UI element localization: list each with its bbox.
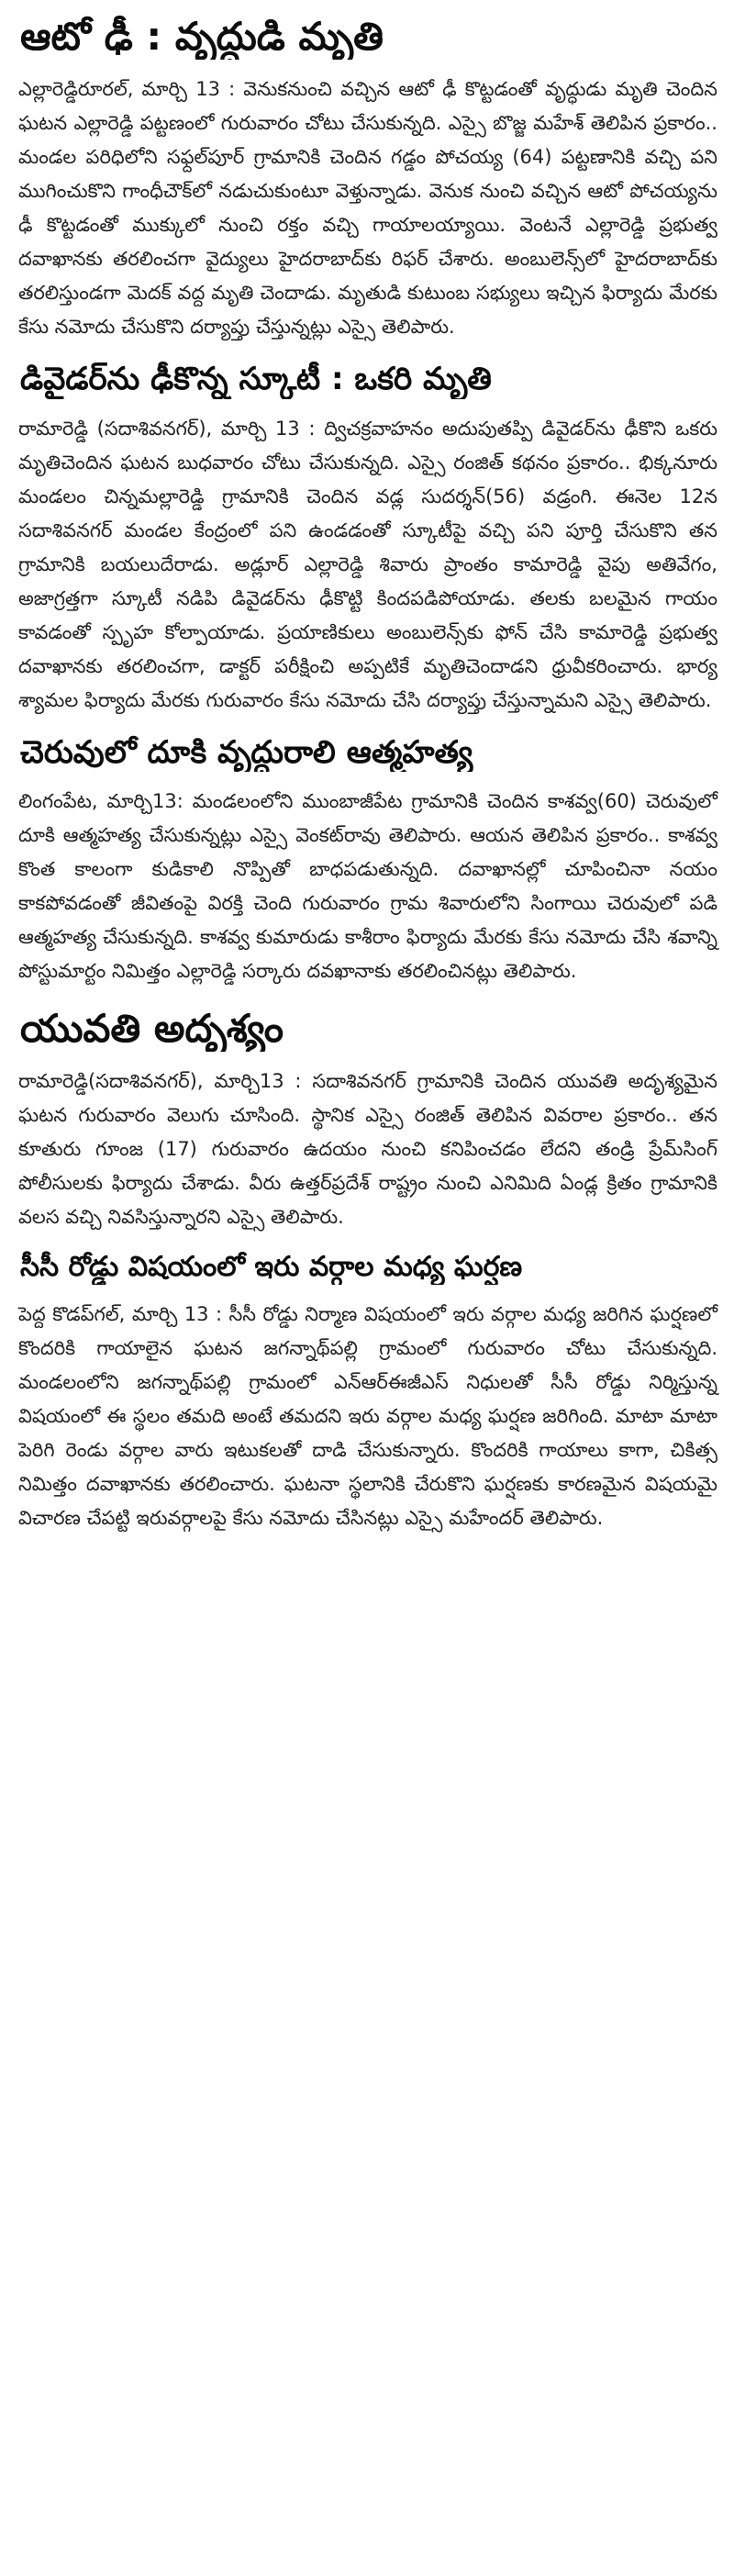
article-body: రామారెడ్డి (సదాశివనగర్), మార్చి 13 : ద్విచక్రవాహనం అదుపుతప్పి డివైడర్‌ను ఢీకొని ఒకరు మృతిచెందిన ఘటన బుధవారం చోటు చేసుకున్నది. ఎస్సై రంజిత్ కథనం ప్రకారం.. భిక్కనూరు మండలం చిన్నమల్లారెడ్డి గ్రామానికి చెందిన వడ్ల సుదర్శన్(56) వడ్రంగి. ఈనెల 12న సదాశివనగర్ మండల కేంద్రంలో పని ఉండడంతో స్కూటీపై వచ్చి పని పూర్తి చేసుకొని తన గ్రామానికి బయలుదేరాడు. అడ్లూర్ ఎల్లారెడ్డి శివారు ప్రాంతం కామారెడ్డి వైపు అతివేగం, అజాగ్రత్తగా స్కూటీ నడిపి డివైడర్‌ను ఢీకొట్టి కిందపడిపోయాడు. తలకు బలమైన గాయం కావడంతో స్పృహ కోల్పాయాడు. ప్రయాణికులు అంబులెన్స్‌కు ఫోన్ చేసి కామారెడ్డి ప్రభుత్వ దవాఖానకు తరలించగా, డాక్టర్ పరీక్షించి అప్పటికే మృతిచెందాడని ధ్రువీకరించారు. భార్య శ్యామల ఫిర్యాదు మేరకు గురువారం కేసు నమోదు చేసి దర్యాప్తు చేస్తున్నామని ఎస్సై తెలిపారు.: [18, 417, 717, 711]
article-body: ఎల్లారెడ్డిరూరల్, మార్చి 13 : వెనుకనుంచి వచ్చిన ఆటో ఢీ కొట్టడంతో వృద్ధుడు మృతి చెందిన ఘటన ఎల్లారెడ్డి పట్టణంలో గురువారం చోటు చేసుకున్నది. ఎస్సై బొజ్జ మహేశ్ తెలిపిన ప్రకారం.. మండల పరిధిలోని సఫ్దల్‌పూర్ గ్రామానికి చెందిన గడ్డం పోచయ్య (64) పట్టణానికి వచ్చి పని ముగించుకొని గాంధీచౌక్‌లో నడుచుకుంటూ వెళ్తున్నాడు. వెనుక నుంచి వచ్చిన ఆటో పోచయ్యను ఢీ కొట్టడంతో ముక్కులో నుంచి రక్తం వచ్చి గాయాలయ్యాయి. వెంటనే ఎల్లారెడ్డి ప్రభుత్వ దవాఖానకు తరలించగా వైద్యులు హైదరాబాద్‌కు రిఫర్ చేశారు. అంబులెన్స్‌లో హైదరాబాద్‌కు తరలిస్తుండగా మెదక్ వద్ద మృతి చెందాడు. మృతుడి కుటుంబ సభ్యులు ఇచ్చిన ఫిర్యాదు మేరకు కేసు నమోదు చేసుకొని దర్యాప్తు చేస్తున్నట్లు ఎస్సై తెలిపారు.: [18, 78, 717, 339]
article-body: లింగంపేట, మార్చి13: మండలంలోని ముంబాజీపేట గ్రామానికి చెందిన కాశవ్వ(60) చెరువులో దూకి ఆత్మహత్య చేసుకున్నట్లు ఎస్సై వెంకట్‌రావు తెలిపారు. ఆయన తెలిపిన ప్రకారం.. కాశవ్వ కొంత కాలంగా కుడికాలి నొప్పితో బాధపడుతున్నది. దవాఖానల్లో చూపించినా నయం కాకపోవడంతో జీవితంపై విరక్తి చెంది గురువారం గ్రామ శివారులోని సింగాయి చెరువులో పడి ఆత్మహత్య చేసుకున్నది. కాశవ్వ కుమారుడు కాశీరాం ఫిర్యాదు మేరకు కేసు నమోదు చేసి శవాన్ని పోస్టుమార్టం నిమిత్తం ఎల్లారెడ్డి సర్కారు దవఖానాకు తరలించినట్లు తెలిపారు.: [18, 790, 717, 983]
news-article-lake-suicide: [13, 734, 721, 988]
news-article-missing-girl: [13, 1005, 721, 1234]
article-headline: ఆటో ఢీ : వృద్ధుడి మృతి: [20, 14, 384, 59]
article-body: పెద్ద కొడప్‌గల్, మార్చి 13 : సీసీ రోడ్డు నిర్మాణ విషయంలో ఇరు వర్గాల మధ్య జరిగిన ఘర్షణలో కొందరికి గాయాలైన ఘటన జగన్నాథ్‌పల్లి గ్రామంలో గురువారం చోటు చేసుకున్నది. మండలంలోని జగన్నాథ్‌పల్లి గ్రామంలో ఎన్‌ఆర్‌ఈజీఎస్ నిధులతో సీసీ రోడ్డు నిర్మిస్తున్న విషయంలో ఈ స్థలం తమది అంటే తమదని ఇరు వర్గాల మధ్య ఘర్షణ జరిగింది. మాటా మాటా పెరిగి రెండు వర్గాల వారు ఇటుకలతో దాడి చేసుకున్నారు. కొందరికి గాయాలు కాగా, చికిత్స నిమిత్తం దవాఖానకు తరలించారు. ఘటనా స్థలానికి చేరుకొని ఘర్షణకు కారణమైన విషయమై విచారణ చేపట్టి ఇరువర్గాలపై కేసు నమోదు చేసినట్లు ఎస్సై మహేందర్ తెలిపారు.: [18, 1303, 717, 1529]
news-article-cc-road-clash: [13, 1251, 721, 1535]
article-headline: సీసీ రోడ్డు విషయంలో ఇరు వర్గాల మధ్య ఘర్షణ: [20, 1251, 523, 1284]
article-headline: యువతి అదృశ్యం: [20, 1006, 284, 1052]
article-body: రామారెడ్డి(సదాశివనగర్), మార్చి13 : సదాశివనగర్ గ్రామానికి చెందిన యువతి అదృశ్యమైన ఘటన గురువారం వెలుగు చూసింది. స్థానిక ఎస్సై రంజిత్ తెలిపిన వివరాల ప్రకారం.. తన కూతురు గూంజ (17) గురువారం ఉదయం నుంచి కనిపించడం లేదని తండ్రి ప్రేమ్‌సింగ్ పోలీసులకు ఫిర్యాదు చేశాడు. వీరు ఉత్తర్‌ప్రదేశ్ రాష్ట్రం నుంచి ఎనిమిది ఏండ్ల క్రితం గ్రామానికి వలస వచ్చి నివసిస్తున్నారని ఎస్సై తెలిపారు.: [18, 1070, 717, 1229]
article-headline: డివైడర్‌ను ఢీకొన్న స్కూటీ : ఒకరి మృతి: [20, 361, 492, 398]
news-article-auto-accident: [13, 13, 721, 344]
news-article-scooty-divider: [13, 361, 721, 717]
article-headline: చెరువులో దూకి వృద్ధురాలి ఆత్మహత్య: [20, 733, 473, 771]
